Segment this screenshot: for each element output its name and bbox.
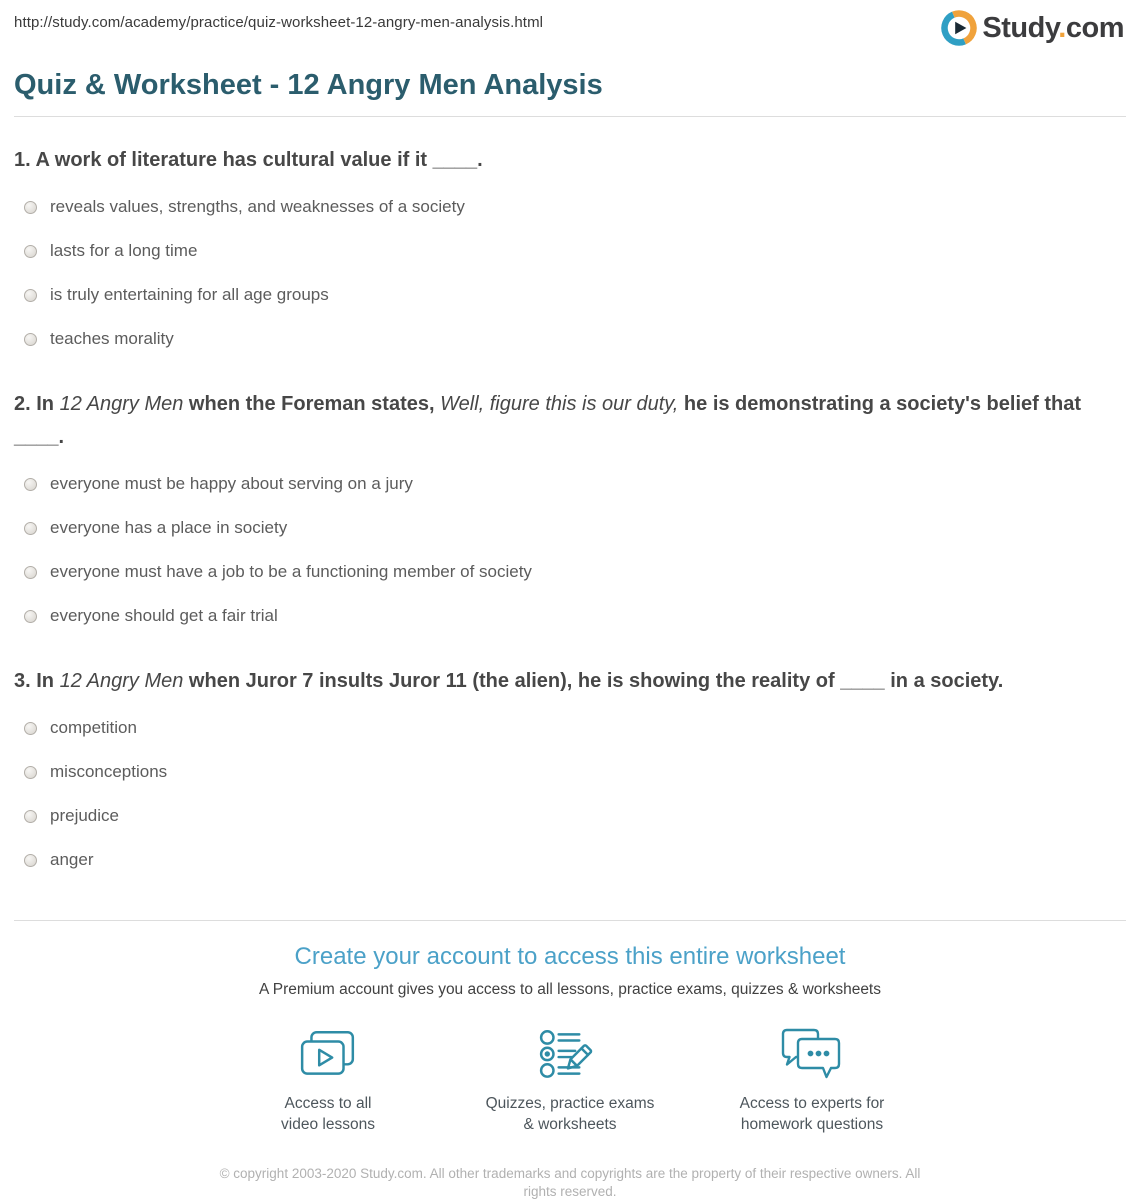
feature-label [233,1093,423,1135]
logo-text-dot: . [1058,11,1066,44]
question-heading [14,665,1126,698]
expert-chat-icon [717,1025,907,1081]
feature-label-line: Quizzes, practice exams [485,1095,655,1112]
answer-option[interactable] [14,462,1126,506]
radio-button[interactable] [24,810,37,823]
option-label: teaches morality [50,329,174,348]
radio-button[interactable] [24,766,37,779]
feature-label-line: Access to experts for [739,1095,885,1112]
options-list [14,185,1126,361]
answer-option[interactable] [14,594,1126,638]
feature-video-lessons [233,1025,423,1135]
answer-option[interactable] [14,506,1126,550]
play-circle-icon [941,10,977,46]
radio-button[interactable] [24,478,37,491]
feature-quizzes-worksheets [475,1025,665,1135]
answer-option[interactable] [14,317,1126,361]
option-label: everyone must have a job to be a functioning member of society [50,562,532,581]
question-text-segment: In [36,670,60,692]
studycom-logo[interactable] [941,10,1124,46]
radio-button[interactable] [24,854,37,867]
cta-subheading: A Premium account gives you access to all lessons, practice exams, quizzes & worksheets [259,981,881,998]
feature-label-line: homework questions [740,1116,884,1133]
question-number: 1. [14,149,36,171]
option-label: everyone should get a fair trial [50,606,278,625]
page-url: http://study.com/academy/practice/quiz-worksheet-12-angry-men-analysis.html [14,14,544,31]
copyright-text: © copyright 2003-2020 Study.com. All other trademarks and copyrights are the property of their respective owners. All rights reserved. [219,1166,921,1199]
answer-option[interactable] [14,706,1126,750]
page-title: Quiz & Worksheet - 12 Angry Men Analysis [14,69,603,101]
question-text-segment: ____ [14,426,59,448]
question-text-segment: when Juror 7 insults Juror 11 (the alien), he is showing the reality of [183,670,841,692]
radio-button[interactable] [24,610,37,623]
feature-label [717,1093,907,1135]
options-list [14,706,1126,882]
option-label: everyone has a place in society [50,518,288,537]
logo-wordmark [982,12,1124,45]
option-label: is truly entertaining for all age groups [50,285,329,304]
feature-list [0,1025,1140,1135]
question-text-segment: when the Foreman states, [183,393,441,415]
quiz-questions [0,144,1140,882]
question-text-segment: 12 Angry Men [59,393,184,415]
question-text-segment: ____ [840,670,885,692]
question-block [14,388,1126,638]
radio-button[interactable] [24,201,37,214]
radio-button[interactable] [24,566,37,579]
top-bar [0,0,1140,46]
radio-button[interactable] [24,245,37,258]
feature-label-line: video lessons [281,1116,375,1133]
option-label: anger [50,850,94,869]
question-heading [14,144,1126,177]
option-label: everyone must be happy about serving on a jury [50,474,413,493]
option-label: competition [50,718,137,737]
question-text-segment: Well, figure this is our duty, [440,393,679,415]
option-label: misconceptions [50,762,168,781]
title-divider [14,116,1126,117]
option-label: reveals values, strengths, and weaknesses of a society [50,197,465,216]
question-text-segment: In [36,393,60,415]
option-label: prejudice [50,806,119,825]
footer-divider [14,920,1126,921]
quizzes-worksheets-icon [475,1025,665,1081]
question-block [14,665,1126,882]
video-lessons-icon [233,1025,423,1081]
answer-option[interactable] [14,185,1126,229]
question-text-segment: 12 Angry Men [59,670,184,692]
feature-label-line: & worksheets [523,1116,617,1133]
answer-option[interactable] [14,750,1126,794]
question-text-segment: . [58,426,65,448]
question-block [14,144,1126,361]
question-text-segment: A work of literature has cultural value if it [35,149,433,171]
question-heading [14,388,1126,454]
answer-option[interactable] [14,550,1126,594]
answer-option[interactable] [14,794,1126,838]
radio-button[interactable] [24,333,37,346]
question-number: 3. [14,670,37,692]
question-text-segment: . [477,149,483,171]
cta-heading: Create your account to access this entire worksheet [294,943,846,970]
answer-option[interactable] [14,229,1126,273]
cta-section [0,943,1140,1201]
question-text-segment: in a society. [884,670,1004,692]
answer-option[interactable] [14,838,1126,882]
logo-text-com: com [1065,11,1124,44]
logo-text-study: Study [982,11,1059,44]
radio-button[interactable] [24,522,37,535]
options-list [14,462,1126,638]
feature-expert-chat [717,1025,907,1135]
feature-label-line: Access to all [284,1095,372,1112]
question-text-segment: ____ [432,149,478,171]
question-number: 2. [14,393,37,415]
feature-label [475,1093,665,1135]
radio-button[interactable] [24,289,37,302]
option-label: lasts for a long time [50,241,198,260]
answer-option[interactable] [14,273,1126,317]
question-text-segment: he is demonstrating a society's belief that [678,393,1081,415]
radio-button[interactable] [24,722,37,735]
